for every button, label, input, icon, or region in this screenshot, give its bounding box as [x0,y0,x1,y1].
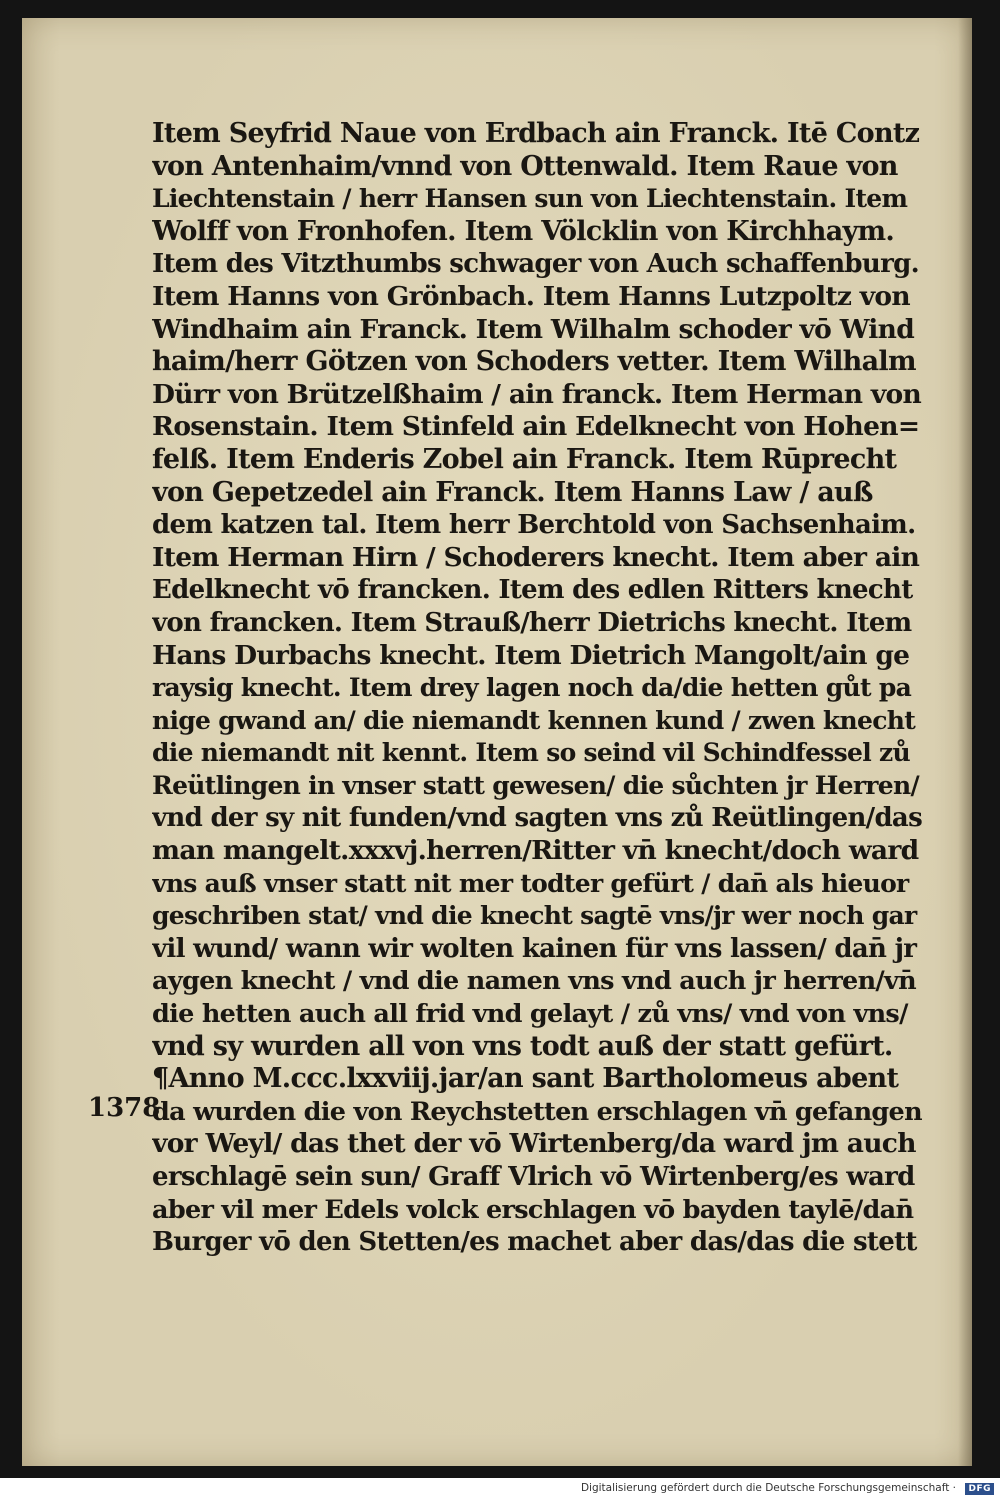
text-line: von francken. Item Strauß/herr Dietrichs knecht. Item [152,607,912,638]
footer-bar [0,1478,1000,1500]
text-line: Item Herman Hirn / Schoderers knecht. Item aber ain [152,541,920,573]
text-line: haim/herr Götzen von Schoders vetter. Item Wilhalm [152,346,916,378]
text-body [152,118,922,1259]
text-line: nige gwand an/ die niemandt kennen kund / zwen knecht [152,705,916,735]
text-line: aber vil mer Edels volck erschlagen vō bayden taylē/dan̄ [152,1194,914,1225]
text-line: felß. Item Enderis Zobel ain Franck. Item Rūprecht [152,443,897,475]
margin-year: 1378 [88,1093,161,1123]
text-line: vnd der sy nit funden/vnd sagten vns zů Reütlingen/das [152,803,922,834]
text-line: Rosenstain. Item Stinfeld ain Edelknecht von Hohen= [152,411,920,443]
funding-credit: Digitalisierung gefördert durch die Deutsche Forschungsgemeinschaft · [580,1482,956,1494]
text-line: Item Hanns von Grönbach. Item Hanns Lutzpoltz von [152,280,910,312]
text-line: geschriben stat/ vnd die knecht sagtē vns/jr wer noch gar [152,901,917,931]
text-line: von Gepetzedel ain Franck. Item Hanns Law / auß [152,476,873,508]
text-line: erschlagē sein sun/ Graff Vlrich vō Wirtenberg/es ward [152,1162,915,1192]
text-line: die hetten auch all frid vnd gelayt / zů vns/ vnd von vns/ [152,999,908,1030]
text-line: Edelknecht vō francken. Item des edlen Ritters knecht [152,575,913,606]
text-line: dem katzen tal. Item herr Berchtold von Sachsenhaim. [152,510,916,541]
text-line: Reütlingen in vnser statt gewesen/ die sůchten jr Herren/ [152,770,919,800]
text-line: Hans Durbachs knecht. Item Dietrich Mangolt/ain ge [152,639,910,671]
text-line: Item Seyfrid Naue von Erdbach ain Franck. Itē Contz [152,118,920,149]
text-line: aygen knecht / vnd die namen vns vnd auch jr herren/vn̄ [152,966,916,997]
text-line: die niemandt nit kennt. Item so seind vil Schindfessel zů [152,738,911,768]
text-line: Burger vō den Stetten/es machet aber das/das die stett [152,1227,917,1258]
text-line: vnd sy wurden all von vns todt auß der statt gefürt. [152,1030,893,1062]
text-line: vor Weyl/ das thet der vō Wirtenberg/da ward jm auch [152,1128,916,1160]
text-line: vns auß vnser statt nit mer todter gefürt / dan̄ als hieuor [152,868,909,898]
text-line: von Antenhaim/vnnd von Ottenwald. Item Raue von [152,150,898,182]
text-line: Dürr von Brützelßhaim / ain franck. Item Herman von [152,378,922,410]
text-line: Wolff von Fronhofen. Item Völcklin von Kirchhaym. [152,215,895,247]
text-line: man mangelt.xxxvj.herren/Ritter vn̄ knecht/doch ward [152,835,919,867]
page-edge-shadow [958,18,972,1466]
text-line: Liechtenstain / herr Hansen sun von Liechtenstain. Item [152,184,908,214]
text-line: da wurden die von Reychstetten erschlagen vn̄ gefangen [152,1096,922,1127]
text-line: Item des Vitzthumbs schwager von Auch schaffenburg. [152,249,919,280]
text-line: raysig knecht. Item drey lagen noch da/die hetten gůt pa [152,673,912,703]
text-line: ¶Anno M.ccc.lxxviij.jar/an sant Bartholomeus abent [152,1063,899,1095]
dfg-logo: DFG [965,1483,994,1495]
text-line: Windhaim ain Franck. Item Wilhalm schoder vō Wind [152,313,915,345]
text-line: vil wund/ wann wir wolten kainen für vns lassen/ dan̄ jr [152,933,917,964]
